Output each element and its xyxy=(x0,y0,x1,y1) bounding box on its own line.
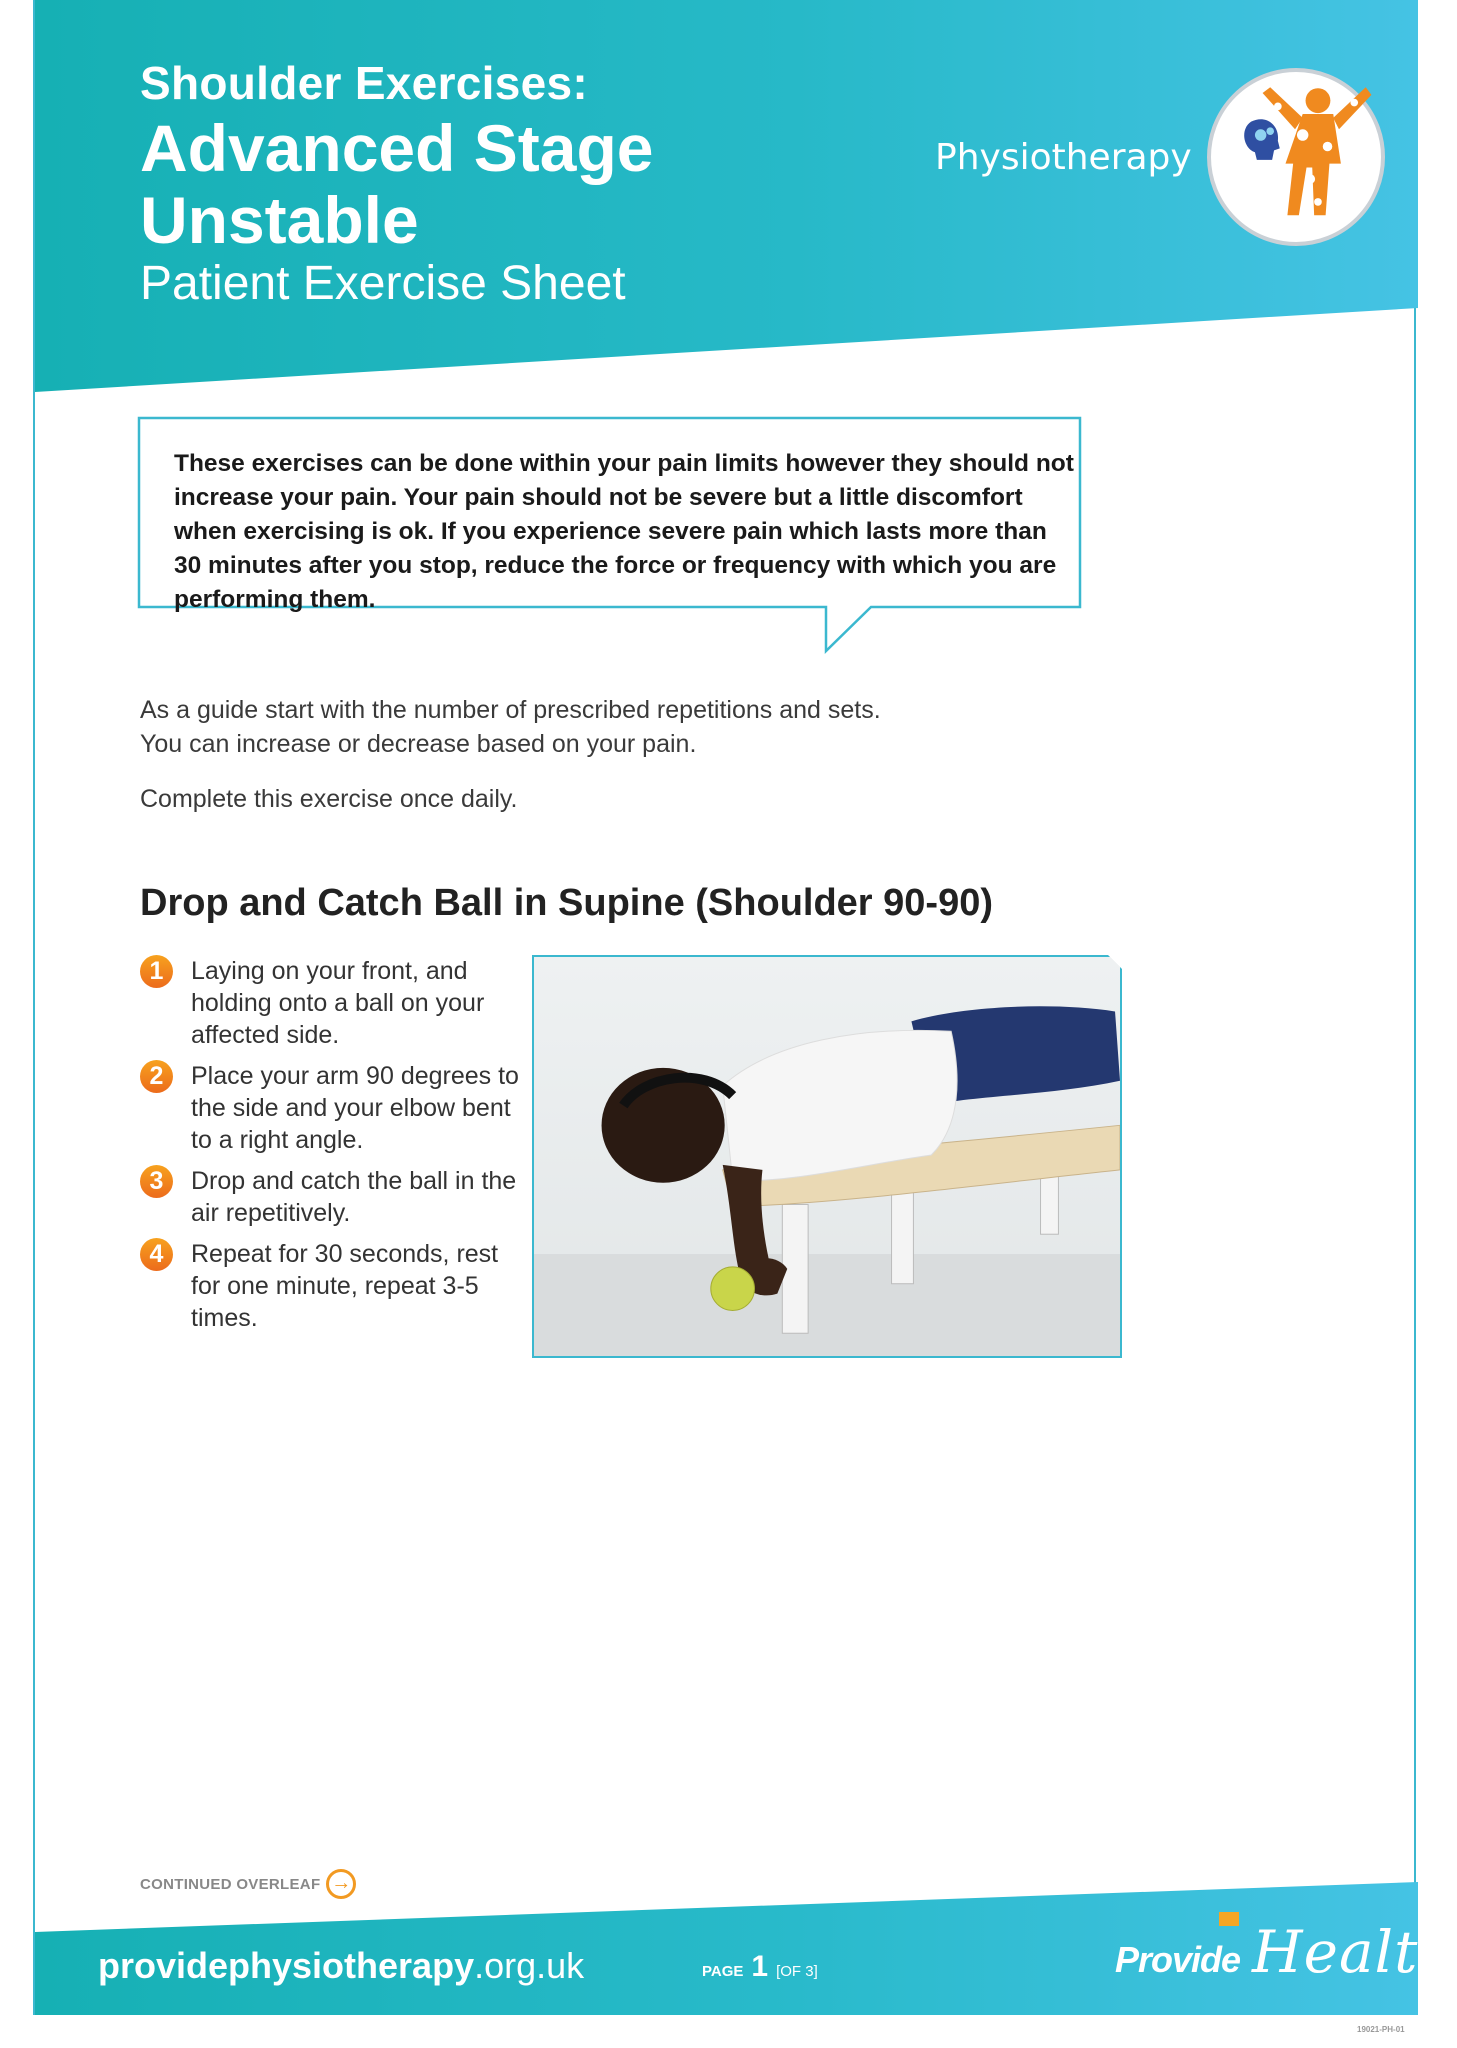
brand-provide: Provide xyxy=(1115,1939,1241,1980)
brand-flag-icon xyxy=(1219,1912,1239,1926)
website-name: providephysiotherapy xyxy=(98,1945,475,1986)
website-link[interactable] xyxy=(98,1945,584,1987)
guide-line-2: You can increase or decrease based on your pain. xyxy=(140,730,697,758)
continued-label: CONTINUED OVERLEAF xyxy=(140,1875,321,1893)
body-figure-icon xyxy=(1211,72,1381,242)
step-text: Place your arm 90 degrees to the side and your elbow bent to a right angle. xyxy=(191,1062,519,1154)
step-text: Laying on your front, and holding onto a ball on your affected side. xyxy=(191,957,485,1049)
exercise-sheet xyxy=(33,0,1457,2015)
pain-warning-callout xyxy=(138,417,1083,613)
step-number-badge: 4 xyxy=(140,1238,173,1271)
website-domain: .org.uk xyxy=(474,1945,585,1986)
step-number-badge: 1 xyxy=(140,955,173,988)
step-number-badge: 3 xyxy=(140,1165,173,1198)
physiotherapy-logo xyxy=(1207,68,1385,246)
page-label: PAGE xyxy=(702,1963,744,1980)
step-number-badge: 2 xyxy=(140,1060,173,1093)
step-item xyxy=(140,1238,520,1334)
exercise-title: Drop and Catch Ball in Supine (Shoulder 90-90) xyxy=(140,882,993,924)
title-line-1: Shoulder Exercises: xyxy=(140,57,589,109)
brand-health: Health xyxy=(1252,1918,1457,1986)
guide-line-1: As a guide start with the number of prescribed repetitions and sets. xyxy=(140,696,881,724)
arrow-right-icon: → xyxy=(326,1869,356,1899)
exercise-steps xyxy=(140,955,520,1343)
title-line-2: Advanced Stage Unstable xyxy=(140,111,654,257)
frequency-text: Complete this exercise once daily. xyxy=(140,785,518,813)
exercise-photo-illustration xyxy=(534,957,1120,1356)
step-text: Drop and catch the ball in the air repetitively. xyxy=(191,1167,517,1227)
step-text: Repeat for 30 seconds, rest for one minute, repeat 3-5 times. xyxy=(191,1240,499,1332)
provide-health-logo xyxy=(1115,1918,1457,1986)
page-total: [OF 3] xyxy=(776,1963,818,1980)
page-indicator xyxy=(702,1950,818,1984)
subtitle: Patient Exercise Sheet xyxy=(140,257,626,310)
step-item xyxy=(140,1165,520,1229)
continued-overleaf[interactable] xyxy=(140,1869,356,1899)
department-label: Physiotherapy xyxy=(935,137,1192,178)
document-code: 19021-PH-01 xyxy=(1357,2025,1405,2034)
exercise-photo xyxy=(532,955,1122,1358)
page-number: 1 xyxy=(751,1950,769,1983)
pain-warning-text: These exercises can be done within your pain limits however they should not increase your pain. Your pain should not be severe but a little discomfort when exercising is ok. If you experience severe pain which lasts more than 30 minutes after you stop, reduce the force or frequency with which you are performing them. xyxy=(174,450,1074,613)
step-item xyxy=(140,1060,520,1156)
step-item xyxy=(140,955,520,1051)
